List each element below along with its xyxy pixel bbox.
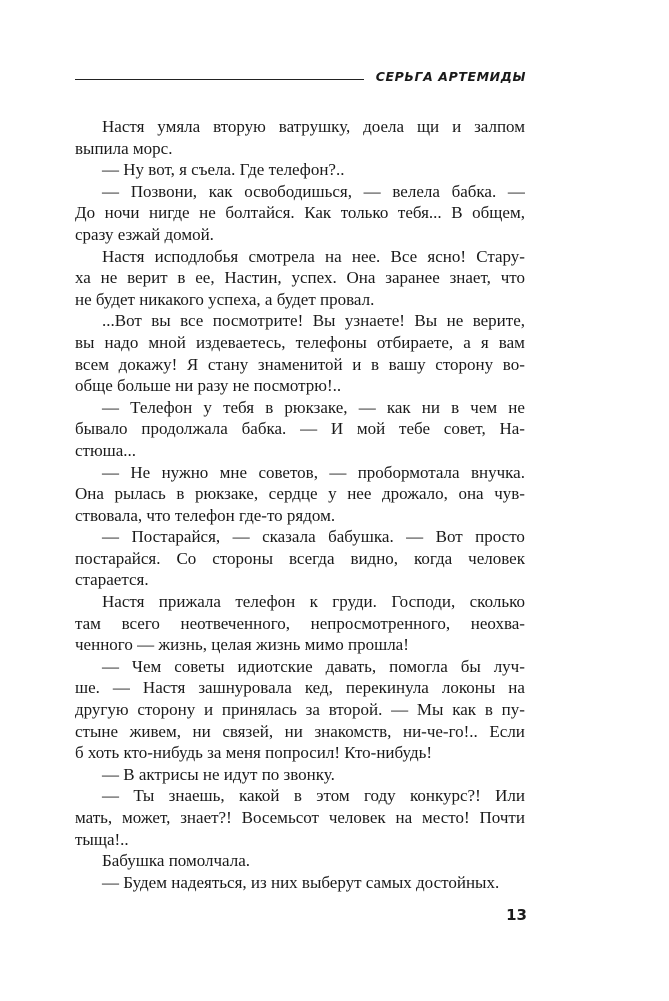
paragraph — [75, 310, 525, 396]
paragraph — [75, 785, 525, 850]
paragraph — [75, 526, 525, 591]
text-line: тыща!.. — [75, 829, 129, 849]
text-line: б хоть кто-нибудь за меня попросил! Кто-нибудь! — [75, 743, 433, 763]
paragraph — [75, 462, 525, 527]
text-line: старается. — [75, 570, 149, 590]
text-line: стыне живем, ни связей, ни знакомств, ни-че-го!.. Если — [75, 721, 525, 741]
paragraph — [75, 116, 525, 159]
paragraph — [75, 656, 525, 764]
text-line: До ночи нигде не болтайся. Как только тебя... В общем, — [75, 203, 525, 223]
text-line: стюша... — [75, 440, 137, 460]
paragraph — [75, 850, 525, 872]
running-head — [75, 67, 526, 85]
paragraph — [75, 397, 525, 462]
text-line: Настя прижала телефон к груди. Господи, сколько — [102, 592, 525, 612]
text-line: обще больше ни разу не посмотрю!.. — [75, 376, 342, 396]
text-line: всем докажу! Я стану знаменитой и в вашу сторону во- — [75, 354, 525, 374]
paragraph — [75, 159, 525, 181]
text-line: — Ты знаешь, какой в этом году конкурс?! Или — [102, 786, 525, 806]
text-line: Она рылась в рюкзаке, сердце у нее дрожало, она чув- — [75, 484, 525, 504]
text-line: — Ну вот, я съела. Где телефон?.. — [102, 160, 345, 180]
page-number: 13 — [506, 906, 527, 924]
text-line: мать, может, знает?! Восемьсот человек на место! Почти — [75, 808, 525, 827]
text-line: ...Вот вы все посмотрите! Вы узнаете! Вы не верите, — [102, 311, 525, 331]
text-line: вы надо мной издеваетесь, телефоны отбираете, а я вам — [75, 332, 525, 352]
text-line: — Будем надеяться, из них выберут самых достойных. — [102, 872, 500, 892]
text-line: ствовала, что телефон где-то рядом. — [75, 505, 336, 525]
paragraph — [75, 872, 525, 894]
text-line: Бабушка помолчала. — [102, 851, 251, 871]
text-line: — Постарайся, — сказала бабушка. — Вот просто — [102, 527, 525, 547]
paragraph — [75, 246, 525, 311]
text-line: ха не верит в ее, Настин, успех. Она заранее знает, что — [75, 268, 525, 288]
text-line: ше. — Настя зашнуровала кед, перекинула локоны на — [75, 678, 525, 698]
text-line: бывало продолжала бабка. — И мой тебе совет, На- — [75, 419, 525, 439]
text-line: не будет никакого успеха, а будет провал. — [75, 289, 375, 309]
text-line: Настя исподлобья смотрела на нее. Все ясно! Стару- — [102, 246, 525, 266]
text-line: другую сторону и принялась за второй. — Мы как в пу- — [75, 700, 525, 720]
text-line: выпила морс. — [75, 138, 173, 158]
text-line: — Не нужно мне советов, — пробормотала внучка. — [102, 462, 525, 482]
text-line: сразу езжай домой. — [75, 224, 214, 244]
paragraph — [75, 181, 525, 246]
text-line: — В актрисы не идут по звонку. — [102, 764, 335, 784]
text-line: постарайся. Со стороны всегда видно, когда человек — [75, 548, 525, 568]
text-line: — Телефон у тебя в рюкзаке, — как ни в чем не — [102, 397, 525, 417]
paragraph — [75, 591, 525, 656]
text-line: там всего неотвеченного, непросмотренного, неохва- — [75, 613, 525, 633]
paragraph — [75, 764, 525, 786]
header-rule — [75, 79, 364, 80]
text-line: — Чем советы идиотские давать, помогла бы луч- — [102, 656, 525, 676]
text-line: ченного — жизнь, целая жизнь мимо прошла! — [75, 635, 409, 655]
body-text — [75, 116, 525, 893]
text-line: Настя умяла вторую ватрушку, доела щи и залпом — [102, 117, 525, 136]
text-line: — Позвони, как освободишься, — велела бабка. — — [102, 181, 525, 201]
running-head-title: СЕРЬГА АРТЕМИДЫ — [375, 68, 526, 84]
